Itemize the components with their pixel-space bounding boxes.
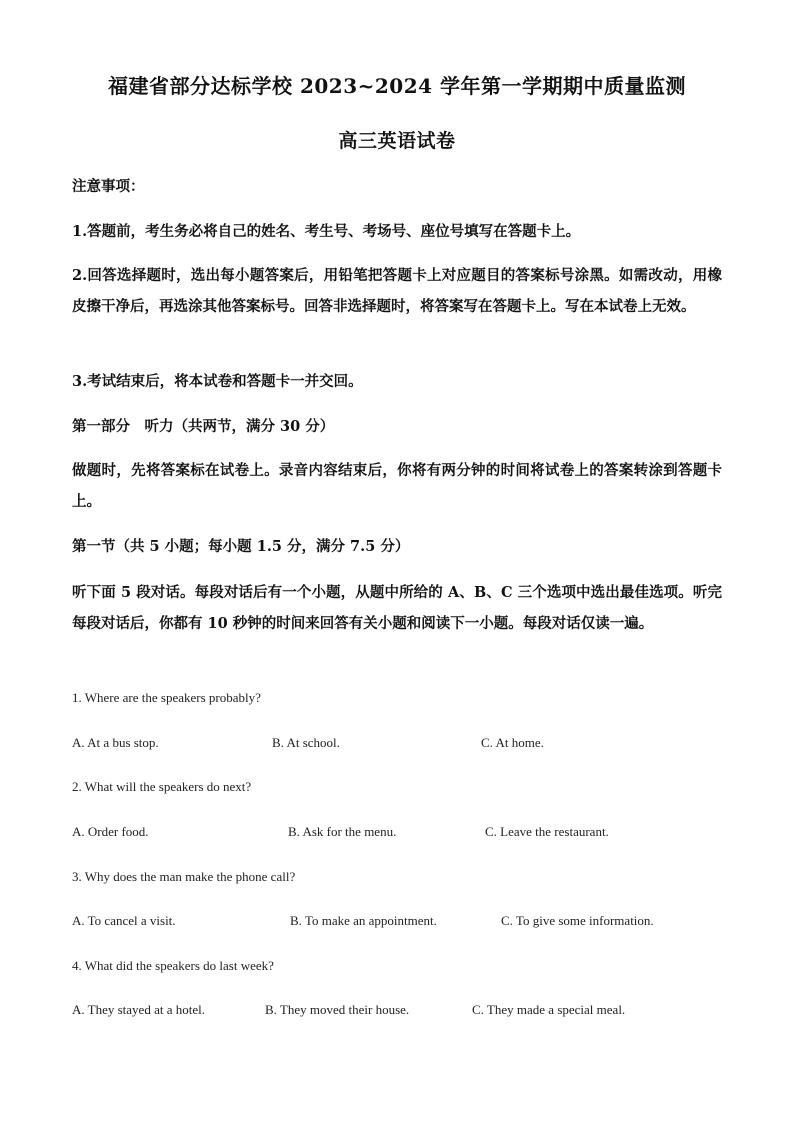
question-4-option-a: A. They stayed at a hotel. xyxy=(72,1002,205,1017)
question-2-stem: 2. What will the speakers do next? xyxy=(72,779,252,794)
question-3-option-a: A. To cancel a visit. xyxy=(72,913,176,928)
exam-subtitle: 高三英语试卷 xyxy=(338,130,456,152)
notice-item-3: 3.考试结束后，将本试卷和答题卡一并交回。 xyxy=(72,373,363,390)
question-2-option-a: A. Order food. xyxy=(72,824,149,839)
question-1-option-a: A. At a bus stop. xyxy=(72,735,159,750)
question-4-option-b: B. They moved their house. xyxy=(265,1002,410,1017)
question-4-stem: 4. What did the speakers do last week? xyxy=(72,958,274,973)
question-2-option-b: B. Ask for the menu. xyxy=(288,824,397,839)
section1-heading: 第一节（共 5 小题；每小题 1.5 分，满分 7.5 分） xyxy=(72,538,410,555)
part1-heading: 第一部分 听力（共两节，满分 30 分） xyxy=(72,418,335,435)
question-3-option-c: C. To give some information. xyxy=(501,913,654,928)
question-1-stem: 1. Where are the speakers probably? xyxy=(72,690,261,705)
question-1-option-c: C. At home. xyxy=(481,735,544,750)
question-1-option-b: B. At school. xyxy=(272,735,340,750)
question-3-option-b: B. To make an appointment. xyxy=(290,913,437,928)
notice-item-2: 2.回答选择题时，选出每小题答案后，用铅笔把答题卡上对应题目的答案标号涂黑。如需改动，用橡皮擦干净后，再选涂其他答案标号。回答非选择题时，将答案写在答题卡上。写在本试卷上无效。 xyxy=(72,267,722,315)
question-4-option-c: C. They made a special meal. xyxy=(472,1002,626,1017)
section1-instruction: 听下面 5 段对话。每段对话后有一个小题，从题中所给的 A、B、C 三个选项中选出最佳选项。听完每段对话后，你都有 10 秒钟的时间来回答有关小题和阅读下一小题。每段对话仅读一遍。 xyxy=(72,584,722,632)
notice-heading: 注意事项： xyxy=(72,178,145,195)
notice-item-1: 1.答题前，考生务必将自己的姓名、考生号、考场号、座位号填写在答题卡上。 xyxy=(72,223,581,240)
question-2-option-c: C. Leave the restaurant. xyxy=(485,824,609,839)
part1-instruction: 做题时，先将答案标在试卷上。录音内容结束后，你将有两分钟的时间将试卷上的答案转涂到答题卡上。 xyxy=(72,462,722,510)
exam-title: 福建省部分达标学校 2023~2024 学年第一学期期中质量监测 xyxy=(107,74,686,98)
question-3-stem: 3. Why does the man make the phone call? xyxy=(72,869,296,884)
